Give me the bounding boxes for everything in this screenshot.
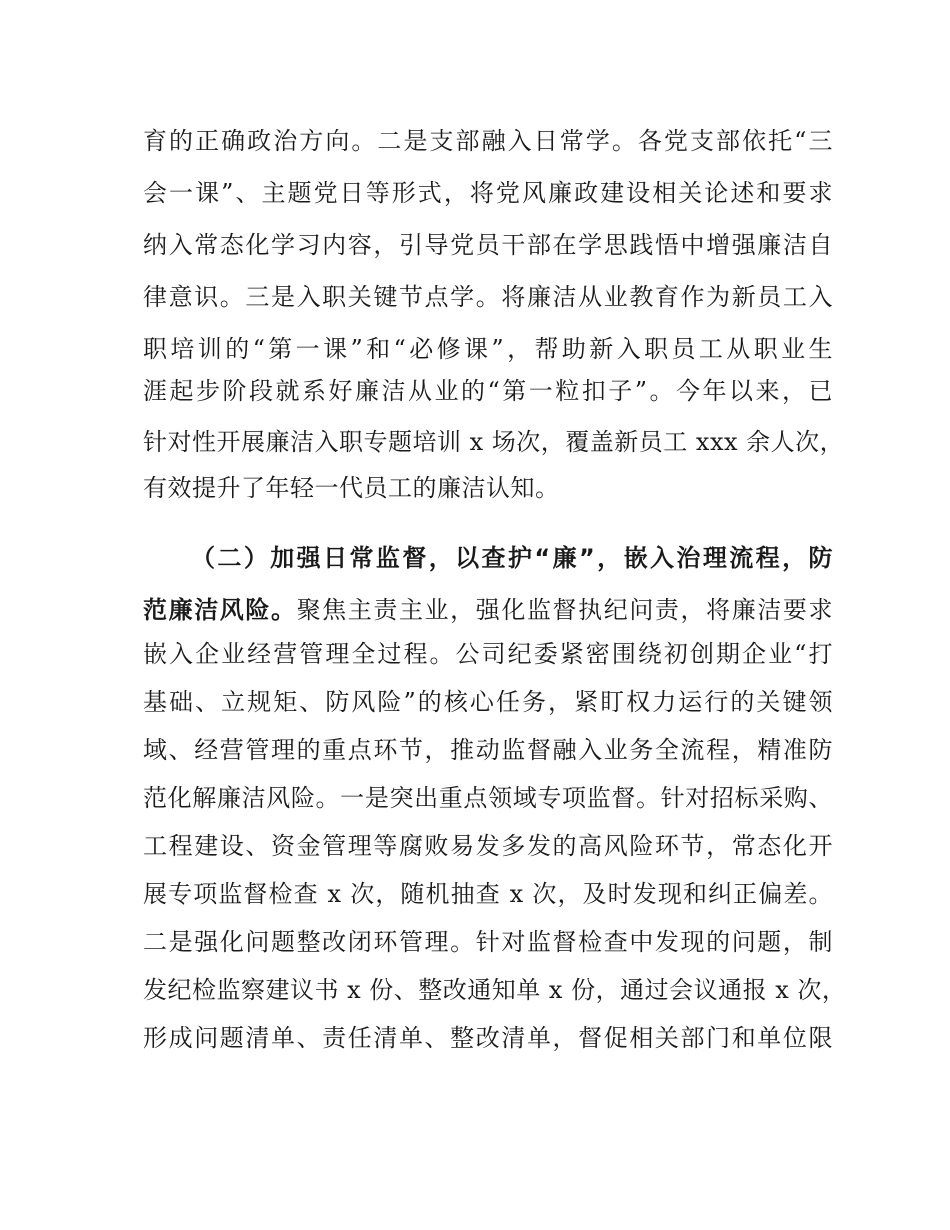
paragraph-2-line-7: 展专项监督检查 x 次，随机抽查 x 次，及时发现和纠正偏差。 xyxy=(143,880,833,908)
section-heading: （二）加强日常监督，以查护“廉”，嵌入治理流程，防 xyxy=(191,544,833,572)
paragraph-2-line-2: 嵌入企业经营管理全过程。公司纪委紧密围绕初创期企业“打 xyxy=(143,640,833,668)
paragraph-2-line-1-text: 聚焦主责主业，强化监督执纪问责，将廉洁要求 xyxy=(296,596,833,624)
paragraph-1-line-5: 职培训的“第一课”和“必修课”，帮助新入职员工从职业生 xyxy=(143,335,833,363)
paragraph-2-line-4: 域、经营管理的重点环节，推动监督融入业务全流程，精准防 xyxy=(143,736,833,764)
paragraph-2-line-3: 基础、立规矩、防风险”的核心任务，紧盯权力运行的关键领 xyxy=(143,688,833,716)
paragraph-2-line-10: 形成问题清单、责任清单、整改清单，督促相关部门和单位限 xyxy=(143,1024,833,1052)
paragraph-1-line-4: 律意识。三是入职关键节点学。将廉洁从业教育作为新员工入 xyxy=(143,283,833,311)
paragraph-1-line-3: 纳入常态化学习内容，引导党员干部在学思践悟中增强廉洁自 xyxy=(143,231,833,259)
paragraph-2-line-6: 工程建设、资金管理等腐败易发多发的高风险环节，常态化开 xyxy=(143,832,833,860)
paragraph-2-line-1 xyxy=(143,586,833,634)
section-heading-continued: 范廉洁风险。 xyxy=(143,596,297,624)
paragraph-1-line-1: 育的正确政治方向。二是支部融入日常学。各党支部依托“三 xyxy=(143,127,833,155)
paragraph-2-line-8: 二是强化问题整改闭环管理。针对监督检查中发现的问题，制 xyxy=(143,928,833,956)
paragraph-1-line-2: 会一课”、主题党日等形式，将党风廉政建设相关论述和要求 xyxy=(143,179,833,207)
paragraph-1-line-8: 有效提升了年轻一代员工的廉洁认知。 xyxy=(143,474,560,502)
paragraph-1-line-7: 针对性开展廉洁入职专题培训 x 场次，覆盖新员工 xxx 余人次， xyxy=(143,428,845,456)
paragraph-2-line-5: 范化解廉洁风险。一是突出重点领域专项监督。针对招标采购、 xyxy=(143,784,833,812)
paragraph-1-line-6: 涯起步阶段就系好廉洁从业的“第一粒扣子”。今年以来，已 xyxy=(143,377,833,405)
paragraph-2-line-9: 发纪检监察建议书 x 份、整改通知单 x 份，通过会议通报 x 次， xyxy=(143,976,847,1004)
